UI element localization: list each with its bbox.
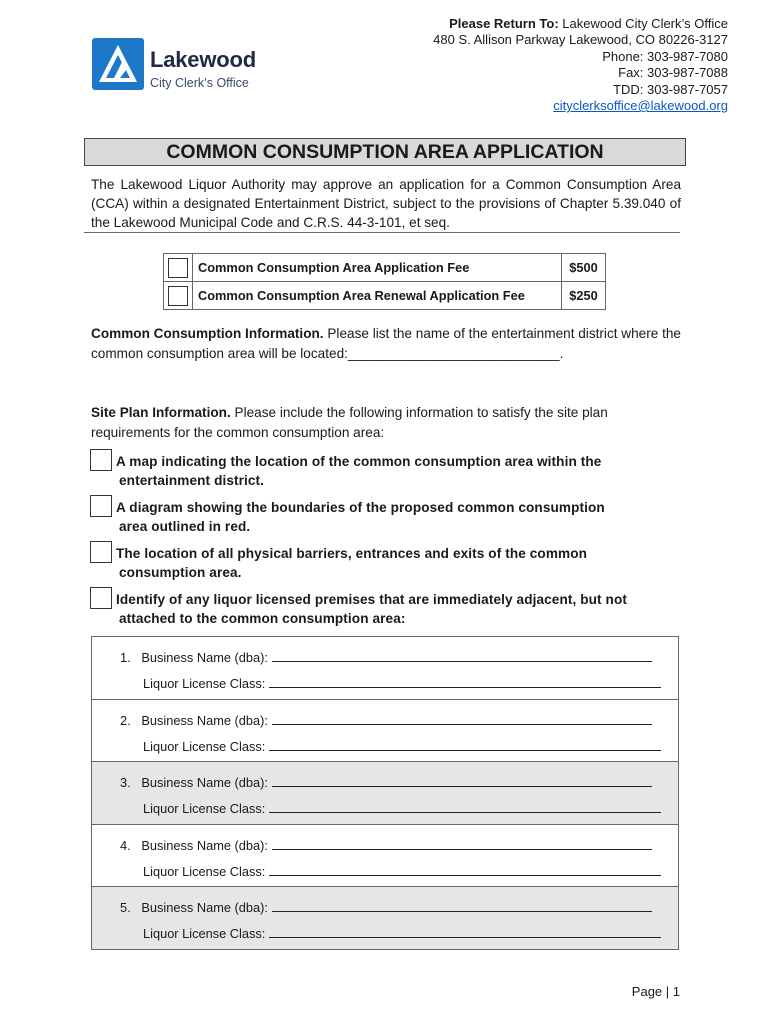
business-name-label: Business Name (dba):: [141, 837, 268, 853]
site-plan-checkbox[interactable]: [90, 541, 112, 563]
business-name-field[interactable]: [272, 649, 652, 662]
lakewood-logo-icon: [92, 38, 144, 90]
business-number: 3.: [120, 775, 131, 791]
business-number: 4.: [120, 837, 131, 853]
site-plan-item: [90, 545, 676, 582]
business-name-label: Business Name (dba):: [141, 650, 268, 665]
fee-checkbox[interactable]: [168, 258, 188, 278]
address: 480 S. Allison Parkway Lakewood, CO 80226-3127: [433, 32, 728, 48]
item-line: entertainment district.: [119, 472, 265, 488]
business-entry: [92, 700, 678, 763]
return-label: Please Return To:: [449, 16, 559, 31]
section-heading: Common Consumption Information.: [91, 326, 324, 341]
page-number: Page | 1: [631, 984, 680, 999]
site-plan-item: [90, 591, 676, 628]
email-link[interactable]: cityclerksoffice@lakewood.org: [553, 98, 728, 114]
license-class-label: Liquor License Class:: [143, 926, 266, 942]
intro-paragraph: The Lakewood Liquor Authority may approve an application for a Common Consumption Area (CCA) within a designated Entertainment District, subject to the provisions of Chapter 5.39.040 of the Lakewood Municipal Code and C.R.S. 44-3-101, et seq.: [91, 177, 681, 230]
item-line: Identify of any liquor licensed premises that are immediately adjacent, but not: [116, 592, 627, 607]
section-text: Please list the name of the entertainment district where the common consumption area will be located:____________________________.: [91, 326, 681, 361]
business-entry: [92, 887, 678, 949]
license-class-label: Liquor License Class:: [143, 801, 266, 817]
business-name-label: Business Name (dba):: [141, 712, 268, 728]
common-consumption-section: [91, 324, 683, 364]
fee-label: Common Consumption Area Renewal Application Fee: [193, 282, 562, 310]
site-plan-checkbox[interactable]: [90, 587, 112, 609]
fax: Fax: 303-987-7088: [618, 65, 728, 81]
fee-checkbox[interactable]: [168, 286, 188, 306]
logo-name: Lakewood: [150, 47, 256, 72]
item-line: consumption area.: [119, 564, 242, 580]
return-org: Lakewood City Clerk’s Office: [562, 16, 728, 31]
business-entry: [92, 825, 678, 888]
fee-amount: $250: [562, 282, 606, 310]
divider: [84, 232, 680, 233]
business-entry: [92, 762, 678, 825]
fee-label: Common Consumption Area Application Fee: [193, 254, 562, 282]
tdd: TDD: 303-987-7057: [613, 81, 728, 97]
business-entry: [92, 637, 678, 700]
business-name-label: Business Name (dba):: [141, 900, 268, 916]
fee-table: [163, 253, 606, 310]
page-title: COMMON CONSUMPTION AREA APPLICATION: [84, 138, 686, 166]
item-line: A map indicating the location of the common consumption area within the: [116, 454, 602, 469]
business-number: 5.: [120, 900, 131, 916]
site-plan-item: [90, 499, 676, 536]
business-name-label: Business Name (dba):: [141, 775, 268, 791]
license-class-field[interactable]: [269, 925, 661, 938]
license-class-label: Liquor License Class:: [143, 738, 266, 754]
fee-amount: $500: [562, 254, 606, 282]
logo-subtitle: City Clerk’s Office: [150, 76, 249, 90]
fee-row: [164, 282, 606, 310]
business-list: [91, 636, 679, 950]
site-plan-section: [91, 403, 683, 443]
business-name-field[interactable]: [272, 774, 652, 787]
phone: Phone: 303-987-7080: [602, 48, 728, 64]
business-name-field[interactable]: [272, 712, 652, 725]
section-text: Please include the following information to satisfy the site plan requirements for the common consumption area:: [91, 405, 608, 440]
business-name-field[interactable]: [272, 837, 652, 850]
license-class-field[interactable]: [269, 675, 661, 688]
license-class-field[interactable]: [269, 800, 661, 813]
section-heading: Site Plan Information.: [91, 405, 231, 420]
return-address-block: [433, 16, 728, 114]
item-line: area outlined in red.: [119, 518, 251, 534]
site-plan-item: [90, 453, 676, 490]
license-class-label: Liquor License Class:: [143, 676, 266, 691]
item-line: The location of all physical barriers, entrances and exits of the common: [116, 546, 588, 561]
item-line: A diagram showing the boundaries of the proposed common consumption: [116, 500, 605, 515]
license-class-label: Liquor License Class:: [143, 863, 266, 879]
site-plan-checkbox[interactable]: [90, 495, 112, 517]
site-plan-checkbox[interactable]: [90, 449, 112, 471]
license-class-field[interactable]: [269, 738, 661, 751]
item-line: attached to the common consumption area:: [119, 610, 406, 626]
fee-row: [164, 254, 606, 282]
business-number: 2.: [120, 712, 131, 728]
business-name-field[interactable]: [272, 899, 652, 912]
business-number: 1.: [120, 650, 131, 665]
license-class-field[interactable]: [269, 863, 661, 876]
